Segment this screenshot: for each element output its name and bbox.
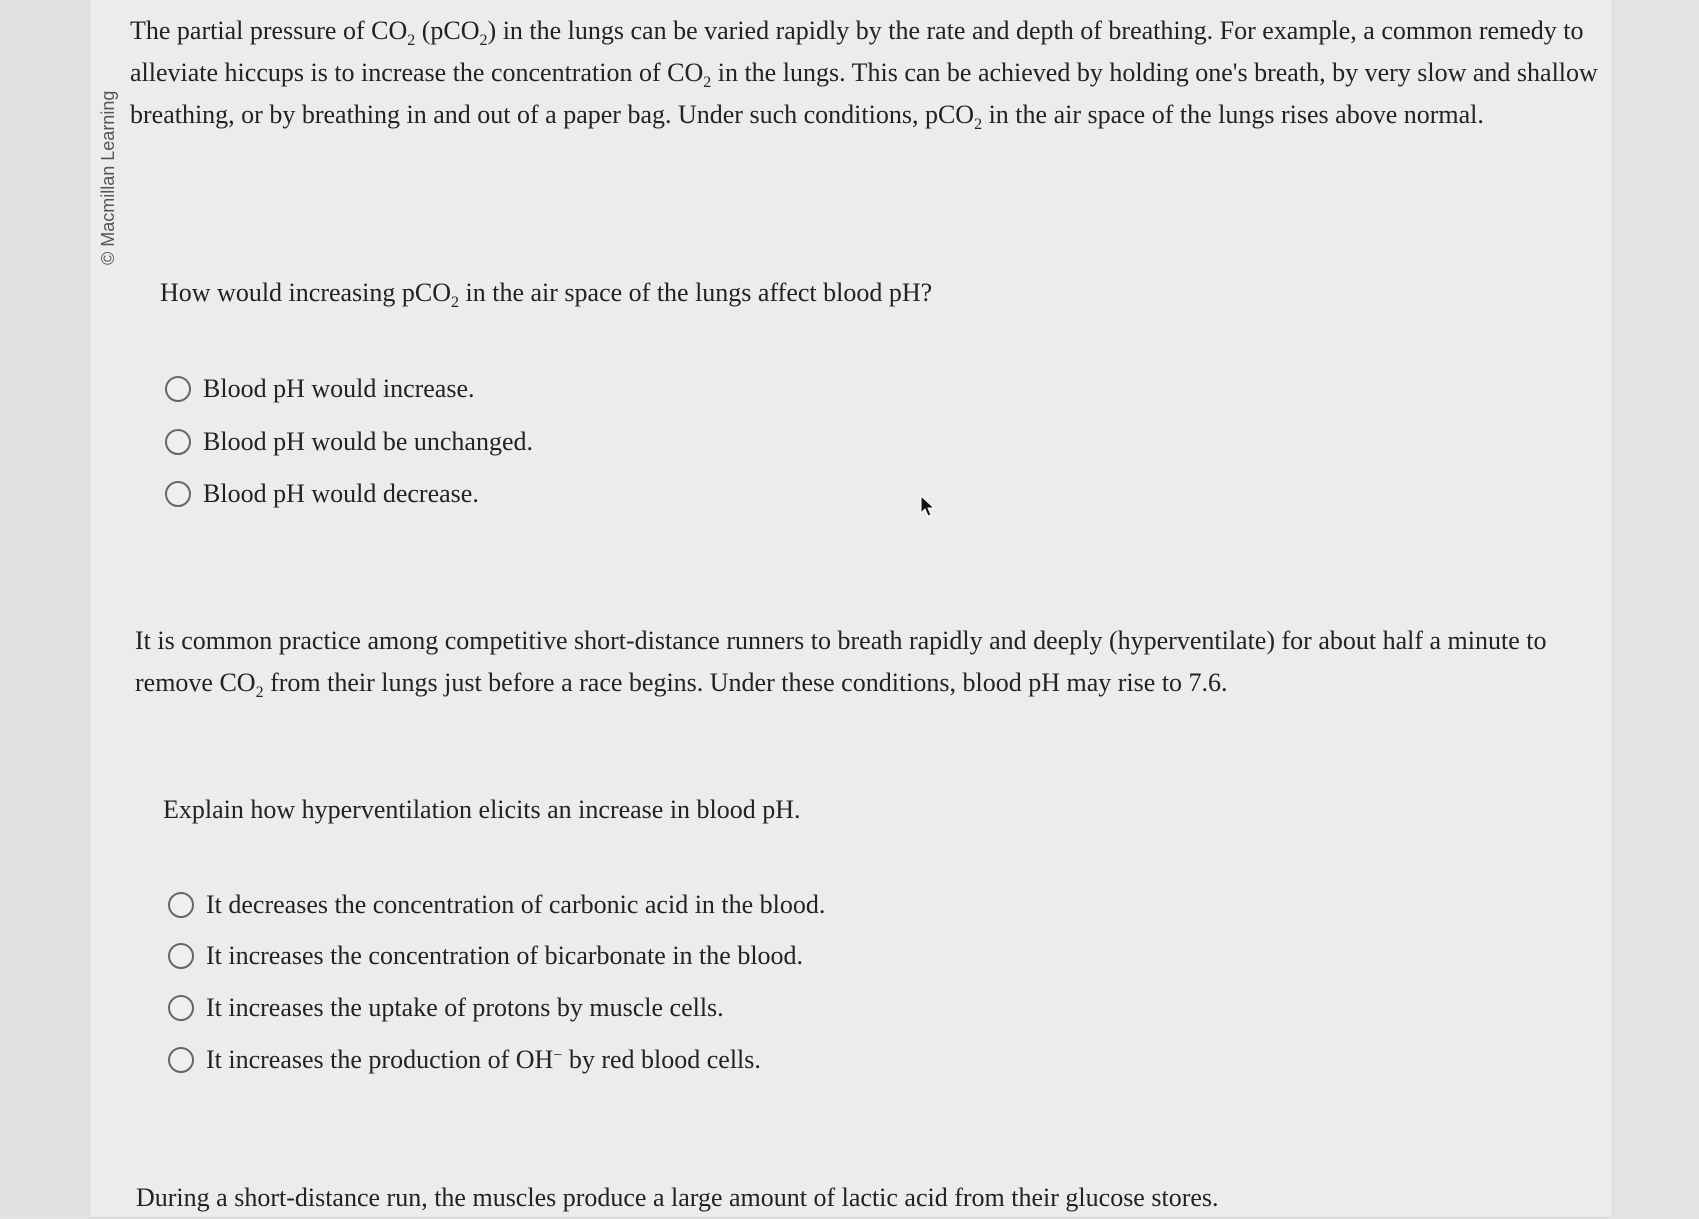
q2-option-protons[interactable]: It increases the uptake of protons by muscle cells.	[168, 993, 724, 1023]
radio-button[interactable]	[165, 376, 191, 402]
intro-paragraph: The partial pressure of $CO_2$ (pCO$_2$) in the lungs can be varied rapidly by the rate and depth of breathing. For example, a common remedy to alleviate hiccups is to increase the concentration of $CO_2$ in the lungs. This can be achieved by holding one's breath, by very slow and shallow breathing, or by breathing in and out of a paper bag. Under such conditions, pCO$_2$ in the air space of the lungs rises above normal.	[130, 16, 1598, 133]
radio-button[interactable]	[165, 429, 191, 455]
q2-option-hydroxide[interactable]: It increases the production of OH− by red blood cells.	[168, 1045, 761, 1075]
left-margin	[0, 0, 90, 1217]
content-panel	[90, 0, 1612, 1217]
q2-option-carbonic-acid[interactable]: It decreases the concentration of carbonic acid in the blood.	[168, 890, 825, 920]
radio-button[interactable]	[168, 892, 194, 918]
radio-button[interactable]	[168, 1047, 194, 1073]
radio-button[interactable]	[165, 481, 191, 507]
radio-button[interactable]	[168, 943, 194, 969]
runners-paragraph: It is common practice among competitive short-distance runners to breath rapidly and deeply (hyperventilate) for about half a minute to remove $CO_2$ from their lungs just before a race begins. Under these conditions, blood pH may rise to 7.6.	[135, 626, 1547, 701]
q1-option-increase[interactable]: Blood pH would increase.	[165, 374, 475, 404]
question-1-prompt: How would increasing pCO$_2$ in the air space of the lungs affect blood pH?	[160, 278, 933, 311]
mouse-cursor-icon	[920, 495, 936, 517]
radio-button[interactable]	[168, 995, 194, 1021]
q2-option-bicarbonate[interactable]: It increases the concentration of bicarbonate in the blood.	[168, 941, 803, 971]
question-2-prompt: Explain how hyperventilation elicits an increase in blood pH.	[163, 795, 801, 824]
copyright-watermark: © Macmillan Learning	[98, 90, 118, 265]
q1-option-unchanged[interactable]: Blood pH would be unchanged.	[165, 427, 533, 457]
lactic-acid-paragraph: During a short-distance run, the muscles produce a large amount of lactic acid from their glucose stores.	[136, 1183, 1219, 1212]
q1-option-decrease[interactable]: Blood pH would decrease.	[165, 479, 479, 509]
